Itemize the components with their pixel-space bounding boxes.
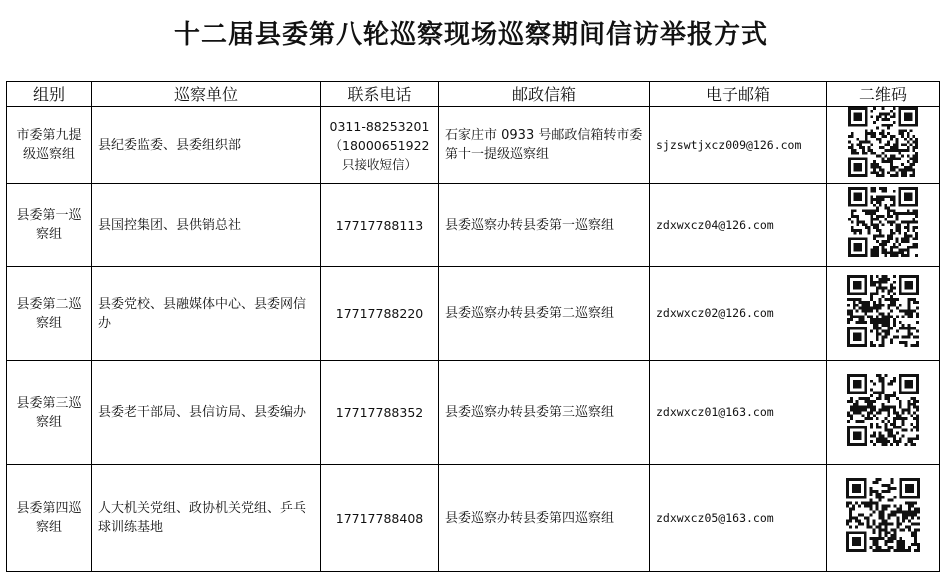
mailbox-cell: 县委巡察办转县委第二巡察组 (439, 267, 650, 361)
header-group: 组别 (7, 82, 92, 107)
qr-code-icon[interactable] (847, 275, 919, 353)
unit-cell: 县国控集团、县供销总社 (92, 184, 321, 267)
table-row (7, 184, 940, 267)
qr-code-icon[interactable] (846, 478, 920, 558)
qr-cell (827, 107, 940, 184)
group-cell: 县委第二巡察组 (7, 267, 92, 361)
email-cell[interactable]: zdxwxcz02@126.com (650, 267, 827, 361)
header-email: 电子邮箱 (650, 82, 827, 107)
mailbox-cell: 县委巡察办转县委第四巡察组 (439, 465, 650, 572)
qr-code-icon[interactable] (847, 374, 919, 452)
qr-code-icon[interactable] (848, 107, 918, 183)
table-header-row (7, 82, 940, 107)
unit-cell: 人大机关党组、政协机关党组、乒乓球训练基地 (92, 465, 321, 572)
email-cell[interactable]: zdxwxcz04@126.com (650, 184, 827, 267)
mailbox-cell: 县委巡察办转县委第一巡察组 (439, 184, 650, 267)
group-cell: 市委第九提级巡察组 (7, 107, 92, 184)
header-unit: 巡察单位 (92, 82, 321, 107)
email-cell[interactable]: zdxwxcz01@163.com (650, 361, 827, 465)
qr-code-icon[interactable] (848, 187, 918, 263)
phone-cell[interactable]: 17717788220 (321, 267, 439, 361)
mailbox-cell: 县委巡察办转县委第三巡察组 (439, 361, 650, 465)
phone-cell[interactable]: 17717788408 (321, 465, 439, 572)
unit-cell: 县委老干部局、县信访局、县委编办 (92, 361, 321, 465)
header-phone: 联系电话 (321, 82, 439, 107)
page-title: 十二届县委第八轮巡察现场巡察期间信访举报方式 (173, 20, 768, 50)
unit-cell: 县委党校、县融媒体中心、县委网信办 (92, 267, 321, 361)
phone-cell[interactable]: 0311-88253201（18000651922只接收短信） (321, 107, 439, 184)
report-contact-table (6, 81, 940, 572)
group-cell: 县委第四巡察组 (7, 465, 92, 572)
header-qr: 二维码 (827, 82, 940, 107)
group-cell: 县委第一巡察组 (7, 184, 92, 267)
table-row (7, 267, 940, 361)
header-mailbox: 邮政信箱 (439, 82, 650, 107)
qr-cell (827, 184, 940, 267)
mailbox-cell: 石家庄市 0933 号邮政信箱转市委第十一提级巡察组 (439, 107, 650, 184)
table-row (7, 465, 940, 572)
qr-cell (827, 465, 940, 572)
group-cell: 县委第三巡察组 (7, 361, 92, 465)
table-row (7, 361, 940, 465)
email-cell[interactable]: zdxwxcz05@163.com (650, 465, 827, 572)
table-row (7, 107, 940, 184)
phone-cell[interactable]: 17717788113 (321, 184, 439, 267)
qr-cell (827, 267, 940, 361)
unit-cell: 县纪委监委、县委组织部 (92, 107, 321, 184)
qr-cell (827, 361, 940, 465)
email-cell[interactable]: sjzswtjxcz009@126.com (650, 107, 827, 184)
phone-cell[interactable]: 17717788352 (321, 361, 439, 465)
